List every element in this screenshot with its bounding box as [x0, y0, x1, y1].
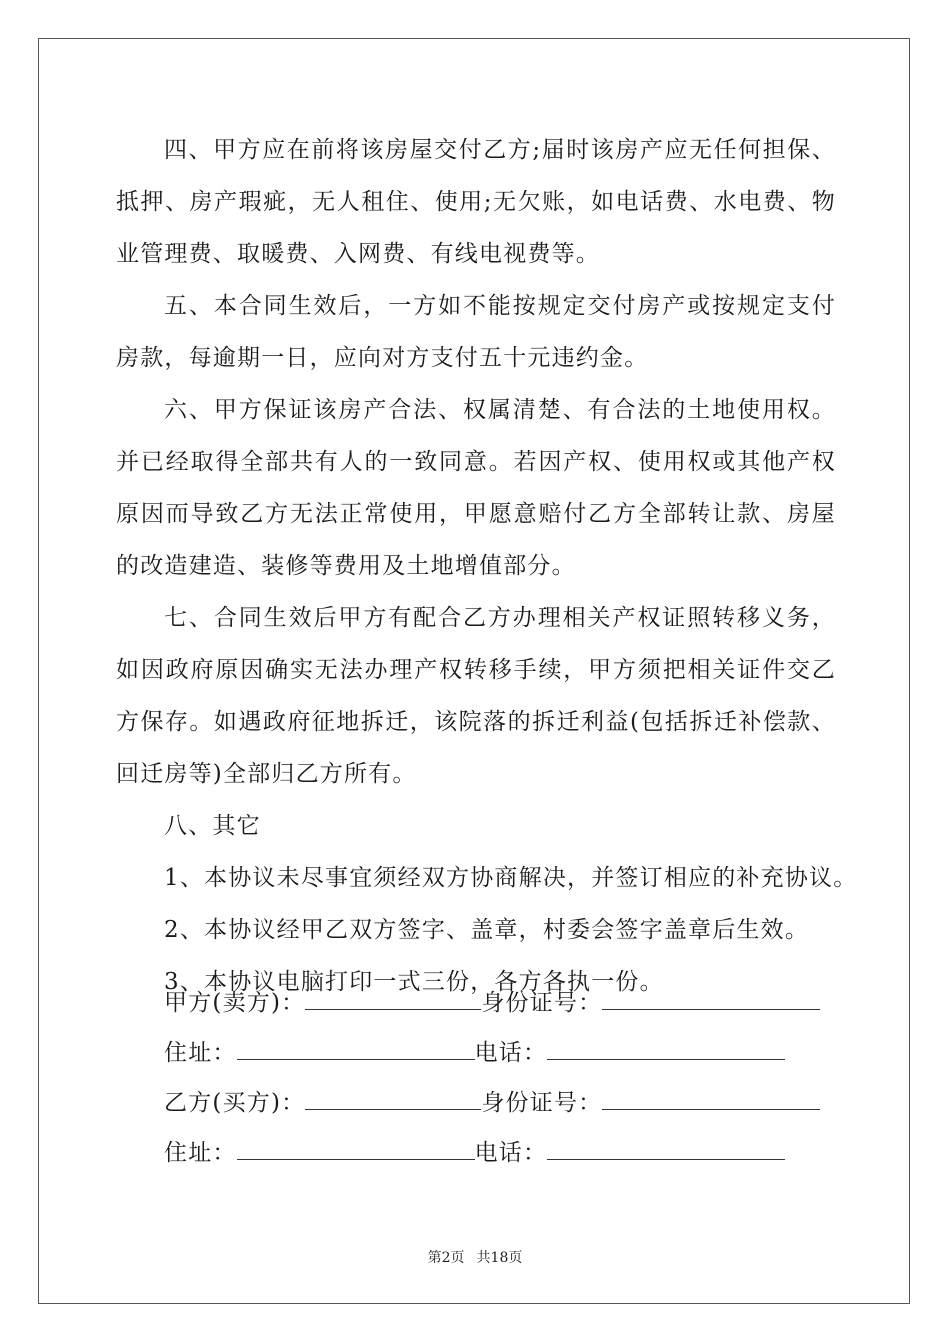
- address-label-a: 住址：: [164, 1040, 237, 1066]
- address-label-b: 住址：: [164, 1140, 237, 1166]
- signature-row-party-b: [164, 1084, 820, 1117]
- signature-row-address-a: [164, 1034, 785, 1067]
- party-a-label: 甲方(卖方)：: [164, 990, 306, 1016]
- party-b-label: 乙方(买方)：: [164, 1090, 306, 1116]
- phone-label-a: 电话：: [474, 1040, 548, 1066]
- other-item-3: 3、本协议电脑打印一式三份，各方各执一份。: [164, 969, 664, 995]
- id-label-b: 身份证号：: [481, 1090, 603, 1116]
- clause-4: 四、甲方应在前将该房屋交付乙方;届时该房产应无任何担保、抵押、房产瑕疵，无人租住、使用;无欠账，如电话费、水电费、物业管理费、取暖费、入网费、有线电视费等。: [116, 137, 836, 267]
- id-b-blank[interactable]: [602, 1089, 820, 1110]
- party-a-blank[interactable]: [305, 989, 481, 1010]
- phone-b-blank[interactable]: [547, 1139, 785, 1160]
- address-a-blank[interactable]: [237, 1039, 475, 1060]
- document-body: [116, 124, 858, 1008]
- page-total: 共18页: [476, 1250, 523, 1266]
- page-number: 第2页: [427, 1250, 465, 1266]
- clause-8-heading: 八、其它: [164, 813, 261, 839]
- clause-5: 五、本合同生效后，一方如不能按规定交付房产或按规定支付房款，每逾期一日，应向对方支付五十元违约金。: [116, 293, 836, 371]
- clause-7: 七、合同生效后甲方有配合乙方办理相关产权证照转移义务，如因政府原因确实无法办理产权转移手续，甲方须把相关证件交乙方保存。如遇政府征地拆迁，该院落的拆迁利益(包括拆迁补偿款、回迁房等)全部归乙方所有。: [116, 605, 836, 787]
- party-b-blank[interactable]: [305, 1089, 481, 1110]
- other-item-2: 2、本协议经甲乙双方签字、盖章，村委会签字盖章后生效。: [164, 917, 810, 943]
- page-footer: [0, 1247, 950, 1267]
- phone-a-blank[interactable]: [547, 1039, 785, 1060]
- address-b-blank[interactable]: [237, 1139, 475, 1160]
- other-item-1: 1、本协议未尽事宜须经双方协商解决，并签订相应的补充协议。: [164, 865, 858, 891]
- clause-6: 六、甲方保证该房产合法、权属清楚、有合法的土地使用权。并已经取得全部共有人的一致同意。若因产权、使用权或其他产权原因而导致乙方无法正常使用，甲愿意赔付乙方全部转让款、房屋的改造建造、装修等费用及土地增值部分。: [116, 397, 836, 579]
- signature-row-address-b: [164, 1134, 785, 1167]
- id-a-blank[interactable]: [602, 989, 820, 1010]
- signature-row-party-a: [164, 984, 820, 1017]
- id-label-a: 身份证号：: [481, 990, 603, 1016]
- phone-label-b: 电话：: [474, 1140, 548, 1166]
